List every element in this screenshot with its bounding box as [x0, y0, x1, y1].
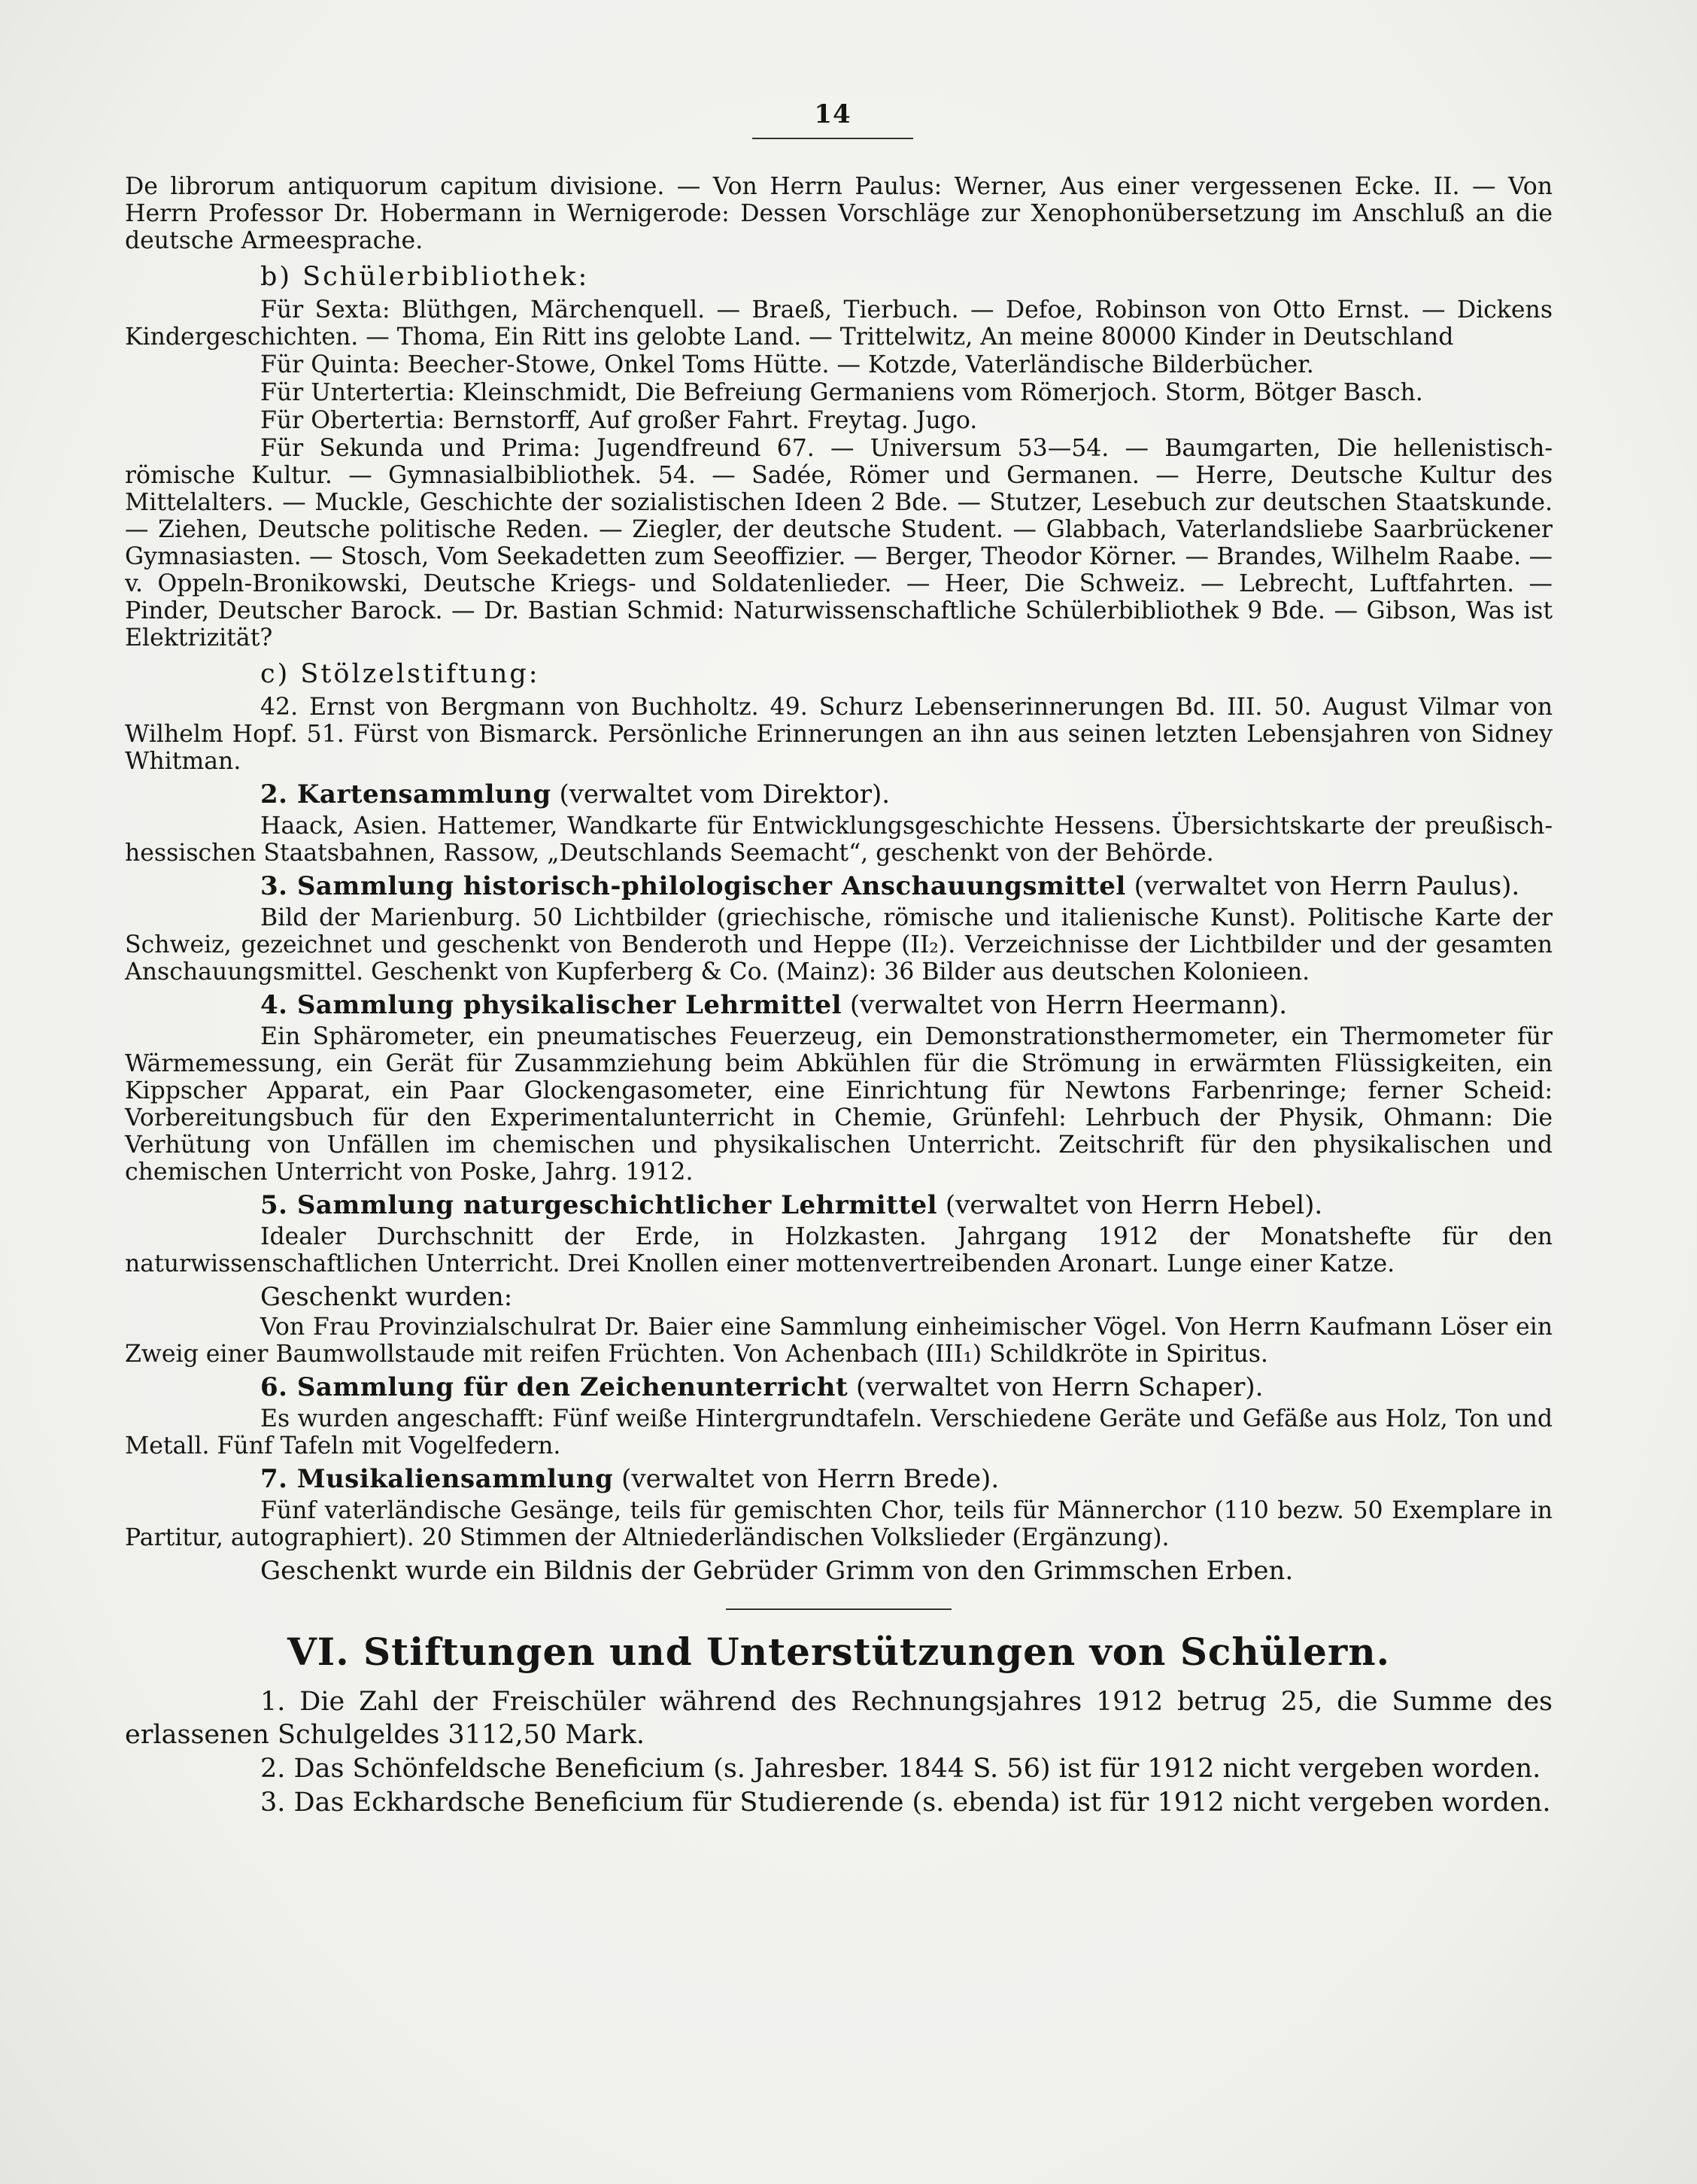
- untertertia-paragraph: Für Untertertia: Kleinschmidt, Die Befreiung Germaniens vom Römerjoch. Storm, Bötger Basch.: [260, 379, 1423, 406]
- stoelzelstiftung-paragraph: 42. Ernst von Bergmann von Buchholtz. 49. Schurz Lebenserinnerungen Bd. III. 50. August Vilmar von Wilhelm Hopf. 51. Fürst von Bismarck. Persönliche Erinnerungen an ihn aus seinen letzten Lebensjahren von Sidney Whitman.: [125, 694, 1553, 775]
- section-text-zeichenunterricht: Es wurden angeschafft: Fünf weiße Hintergrundtafeln. Verschiedene Geräte und Gefäße aus Holz, Ton und Metall. Fünf Tafeln mit Vogelfedern.: [125, 1405, 1553, 1460]
- section-divider: [726, 1608, 952, 1610]
- section-text-kartensammlung: Haack, Asien. Hattemer, Wandkarte für Entwicklungsgeschichte Hessens. Übersichtskarte der preußisch-hessischen Staatsbahnen, Rassow, „Deutschlands Seemacht“, geschenkt von der Behörde.: [125, 813, 1553, 867]
- sekunda-prima-paragraph: Für Sekunda und Prima: Jugendfreund 67. — Universum 53—54. — Baumgarten, Die hellenistisch-römische Kultur. — Gymnasialbibliothek. 54. — Sadée, Römer und Germanen. — Herre, Deutsche Kultur des Mittelalters. — Muckle, Geschichte der sozialistischen Ideen 2 Bde. — Stutzer, Lesebuch zur deutschen Staatskunde. — Ziehen, Deutsche politische Reden. — Ziegler, der deutsche Student. — Glabbach, Vaterlandsliebe Saarbrückener Gymnasiasten. — Stosch, Vom Seekadetten zum Seeoffizier. — Berger, Theodor Körner. — Brandes, Wilhelm Raabe. — v. Oppeln-Bronikowski, Deutsche Kriegs- und Soldatenlieder. — Heer, Die Schweiz. — Lebrecht, Luftfahrten. — Pinder, Deutscher Barock. — Dr. Bastian Schmid: Naturwissenschaftliche Schülerbibliothek 9 Bde. — Gibson, Was ist Elektrizität?: [125, 435, 1553, 652]
- quinta-paragraph: Für Quinta: Beecher-Stowe, Onkel Toms Hütte. — Kotzde, Vaterländische Bilderbücher.: [260, 351, 1314, 378]
- sexta-paragraph: Für Sexta: Blüthgen, Märchenquell. — Braeß, Tierbuch. — Defoe, Robinson von Otto Ernst. — Dickens Kindergeschichten. — Thoma, Ein Ritt ins gelobte Land. — Trittelwitz, An meine 80000 Kinder in Deutschland: [125, 296, 1553, 351]
- section-heading-physikalisch: [260, 990, 1553, 1020]
- section-admin: (verwaltet von Herrn Schaper).: [856, 1372, 1264, 1402]
- section-text-physikalisch: Ein Sphärometer, ein pneumatisches Feuerzeug, ein Demonstrationsthermometer, ein Thermometer für Wärmemessung, ein Gerät für Zusammziehung beim Abkühlen für die Strömung in erwärmten Flüssigkeiten, ein Kippscher Apparat, ein Paar Glockengasometer, eine Einrichtung für Newtons Farbenringe; ferner Scheid: Vorbereitungsbuch für den Experimentalunterricht in Chemie, Grünfehl: Lehrbuch der Physik, Ohmann: Die Verhütung von Unfällen im chemischen und physikalischen Unterricht. Zeitschrift für den physikalischen und chemischen Unterricht von Poske, Jahrg. 1912.: [125, 1023, 1553, 1186]
- section-admin: (verwaltet vom Direktor).: [559, 779, 891, 810]
- stoelzelstiftung-heading: c) Stölzelstiftung:: [260, 659, 540, 689]
- section-heading-musikalien: [260, 1464, 1553, 1494]
- section-title: 3. Sammlung historisch-philologischer Anschauungsmittel: [260, 871, 1126, 901]
- section-heading-historisch: [260, 871, 1553, 901]
- section-text-musikalien: Fünf vaterländische Gesänge, teils für gemischten Chor, teils für Männerchor (110 bezw. 50 Exemplare in Partitur, autographiert). 20 Stimmen der Altniederländischen Volkslieder (Ergänzung).: [125, 1497, 1553, 1551]
- section-title: 5. Sammlung naturgeschichtlicher Lehrmittel: [260, 1190, 938, 1220]
- section-heading-kartensammlung: [260, 779, 1553, 810]
- section-title: 4. Sammlung physikalischer Lehrmittel: [260, 990, 842, 1020]
- chapter-vi-item-1: 1. Die Zahl der Freischüler während des Rechnungsjahres 1912 betrug 25, die Summe des erlassenen Schulgeldes 3112,50 Mark.: [125, 1687, 1553, 1750]
- section-admin: (verwaltet von Herrn Hebel).: [945, 1190, 1323, 1220]
- page-number-rule: [752, 138, 913, 139]
- section-admin: (verwaltet von Herrn Paulus).: [1134, 871, 1520, 901]
- gift-heading-naturgeschichte: Geschenkt wurden:: [260, 1282, 513, 1312]
- chapter-vi-heading: VI. Stiftungen und Unterstützungen von Schülern.: [287, 1630, 1390, 1674]
- section-title: 7. Musikaliensammlung: [260, 1464, 614, 1494]
- intro-paragraph: De librorum antiquorum capitum divisione. — Von Herrn Paulus: Werner, Aus einer vergessenen Ecke. II. — Von Herrn Professor Dr. Hobermann in Wernigerode: Dessen Vorschläge zur Xenophonübersetzung im Anschluß an die deutsche Armeesprache.: [125, 173, 1553, 254]
- section-heading-zeichenunterricht: [260, 1372, 1553, 1402]
- chapter-vi-item-3: 3. Das Eckhardsche Beneficium für Studierende (s. ebenda) ist für 1912 nicht vergeben worden.: [260, 1788, 1551, 1818]
- schuelerbibliothek-heading: b) Schülerbibliothek:: [260, 262, 590, 292]
- section-title: 6. Sammlung für den Zeichenunterricht: [260, 1372, 848, 1402]
- gift-text-naturgeschichte: Von Frau Provinzialschulrat Dr. Baier eine Sammlung einheimischer Vögel. Von Herrn Kaufmann Löser ein Zweig einer Baumwollstaude mit reifen Früchten. Von Achenbach (III₁) Schildkröte in Spiritus.: [125, 1314, 1553, 1368]
- section-text-historisch: Bild der Marienburg. 50 Lichtbilder (griechische, römische und italienische Kunst). Politische Karte der Schweiz, gezeichnet und geschenkt von Benderoth und Heppe (II₂). Verzeichnisse der Lichtbilder und der gesamten Anschauungsmittel. Geschenkt von Kupferberg & Co. (Mainz): 36 Bilder aus deutschen Kolonieen.: [125, 904, 1553, 986]
- section-title: 2. Kartensammlung: [260, 779, 551, 810]
- obertertia-paragraph: Für Obertertia: Bernstorff, Auf großer Fahrt. Freytag. Jugo.: [260, 407, 978, 434]
- page-content: [125, 173, 1553, 1819]
- page-number: 14: [814, 99, 852, 129]
- section-text-naturgeschichte: Idealer Durchschnitt der Erde, in Holzkasten. Jahrgang 1912 der Monatshefte für den naturwissenschaftlichen Unterricht. Drei Knollen einer mottenvertreibenden Aronart. Lunge einer Katze.: [125, 1223, 1553, 1277]
- section-admin: (verwaltet von Herrn Heermann).: [849, 990, 1288, 1020]
- chapter-vi-item-2: 2. Das Schönfeldsche Beneficium (s. Jahresber. 1844 S. 56) ist für 1912 nicht vergeben worden.: [260, 1754, 1541, 1784]
- section-admin: (verwaltet von Herrn Brede).: [621, 1464, 1000, 1494]
- section-heading-naturgeschichte: [260, 1190, 1553, 1220]
- gift-heading-musikalien: Geschenkt wurde ein Bildnis der Gebrüder Grimm von den Grimmschen Erben.: [260, 1556, 1294, 1586]
